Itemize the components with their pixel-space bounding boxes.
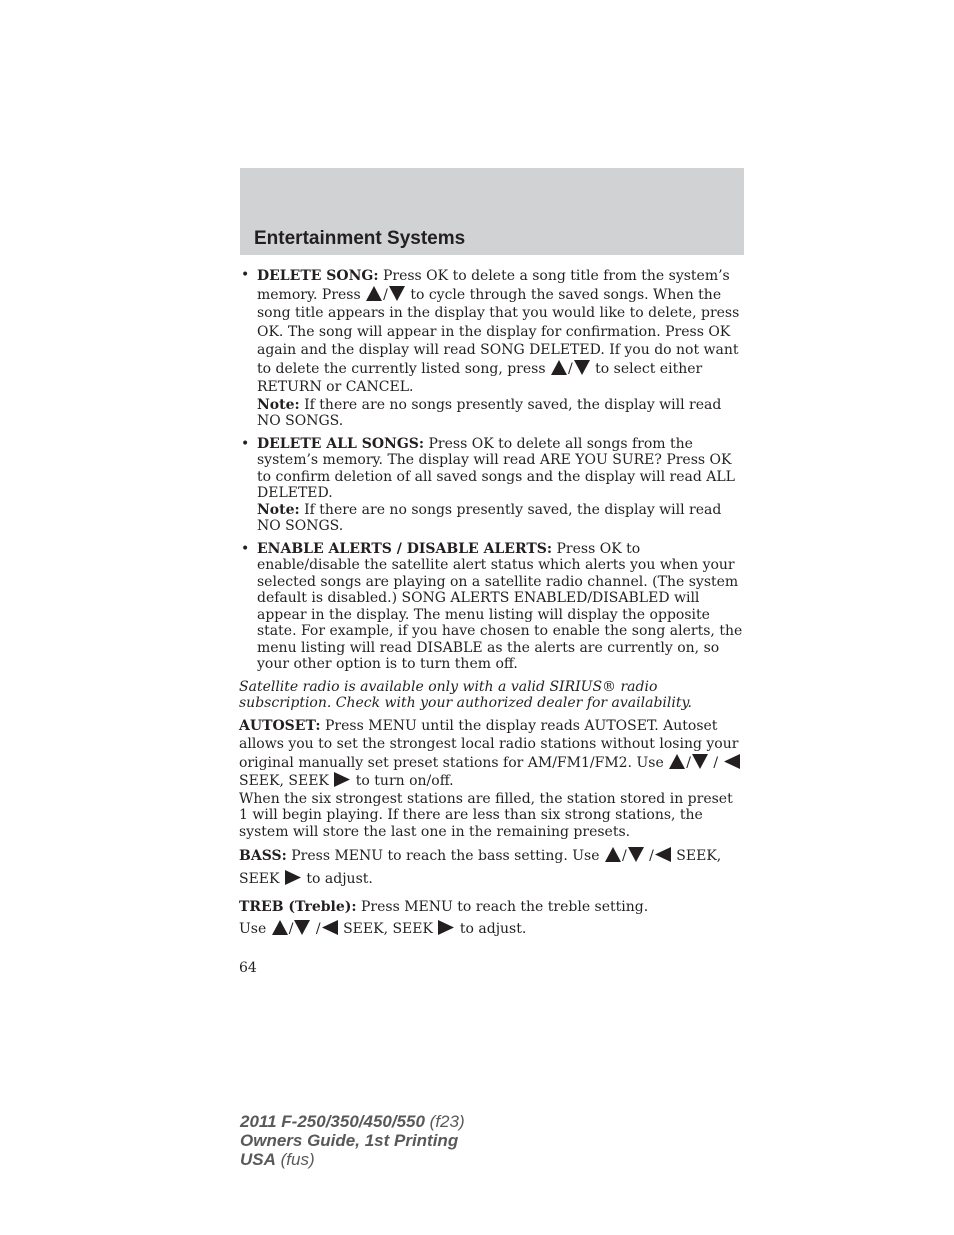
footer-model: 2011 F-250/350/450/550 — [240, 1112, 425, 1131]
arrow-left-icon — [322, 920, 338, 935]
bullet-text: Press OK to delete a song title from the system’s memory. Press — [257, 268, 730, 303]
footer-guide: Owners Guide, 1st Printing — [240, 1131, 459, 1150]
bass-paragraph: BASS: Press MENU to reach the bass setting. Use / / SEEK, SEEK to adjust. — [239, 848, 722, 887]
arrow-up-icon — [551, 360, 567, 375]
note-text: If there are no songs presently saved, the display will read NO SONGS. — [257, 501, 722, 534]
bullet-term: DELETE SONG: — [257, 268, 379, 284]
bullet-dot: • — [241, 435, 250, 452]
arrow-right-icon — [334, 772, 350, 787]
arrow-down-icon — [692, 754, 708, 769]
bullet-enable-alerts — [239, 541, 745, 673]
arrow-up-icon — [366, 286, 382, 301]
page-number: 64 — [239, 960, 257, 976]
bullet-delete-song: • DELETE SONG: Press OK to delete a song title from the system’s memory. Press / to cycle through the saved songs. When the song title appears in the display that you would like to delete, press OK. The song will appear in the display for confirmation. Press OK again and the display will read SONG DELETED. If you do not want to delete the currently listed song, press / to select either RETURN or CANCEL. Note: If there are no songs presently saved, the display will read NO SONGS. — [241, 267, 740, 429]
treble-term: TREB (Treble): — [239, 899, 357, 915]
bullet-text: to cycle through the saved songs. When the song title appears in the display that you would like to delete, press OK. The song will appear in the display for confirmation. Press OK again and the display will read SONG DELETED. If you do not want to delete the currently listed song, press — [257, 286, 740, 377]
footer-region-code: (fus) — [275, 1150, 315, 1169]
body-text — [239, 267, 745, 940]
bullet-delete-all-songs — [239, 436, 745, 535]
treble-paragraph: TREB (Treble): Press MENU to reach the treble setting. Use / / SEEK, SEEK to adjust. — [239, 899, 649, 937]
bullet-text: Press OK to enable/disable the satellite alert status which alerts you when your selected songs are playing on a satellite radio channel. (The system default is disabled.) SONG ALERTS ENABLED/DISABLED will appear in the display. The menu listing will display the opposite state. For example, if you have chosen to enable the song alerts, the menu listing will read DISABLE as the alerts are currently on, so your other option is to turn them off. — [257, 540, 743, 672]
note-label: Note: — [257, 396, 300, 413]
bullet-term: ENABLE ALERTS / DISABLE ALERTS: — [257, 540, 553, 557]
section-header — [240, 168, 744, 255]
autoset-paragraph: AUTOSET: Press MENU until the display reads AUTOSET. Autoset allows you to set the strongest local radio stations without losing your original manually set preset stations for AM/FM1/FM2. Use / / SEEK, SEEK to turn on/off. When the six strongest stations are filled, the station stored in preset 1 will begin playing. If there are less than six strong stations, the system will store the last one in the remaining presets. — [239, 717, 739, 840]
arrow-up-icon — [272, 920, 288, 935]
arrow-down-icon — [389, 286, 405, 301]
arrow-up-icon — [669, 754, 685, 769]
bass-term: BASS: — [239, 848, 287, 864]
autoset-term: AUTOSET: — [239, 717, 321, 734]
bullet-dot: • — [241, 540, 250, 557]
arrow-left-icon — [655, 847, 671, 862]
arrow-down-icon — [574, 360, 590, 375]
satellite-note: Satellite radio is available only with a valid SIRIUS® radio subscription. Check with your authorized dealer for availability. — [239, 678, 692, 711]
bullet-term: DELETE ALL SONGS: — [257, 435, 425, 452]
note-label: Note: — [257, 501, 300, 518]
arrow-right-icon — [438, 920, 454, 935]
bullet-dot: • — [241, 267, 250, 283]
arrow-down-icon — [294, 920, 310, 935]
note-text: If there are no songs presently saved, the display will read NO SONGS. — [257, 396, 722, 429]
footer-model-code: (f23) — [424, 1112, 465, 1131]
arrow-right-icon — [285, 870, 301, 885]
document-footer — [240, 1112, 465, 1169]
footer-region: USA — [240, 1150, 276, 1169]
bullet-text: Press OK to delete all songs from the system’s memory. The display will read ARE YOU SURE? Press OK to confirm deletion of all saved songs and the display will read ALL DELETED. — [257, 435, 735, 501]
arrow-down-icon — [628, 847, 644, 862]
bullet-text: to select either RETURN or CANCEL. — [257, 360, 703, 395]
section-title: Entertainment Systems — [254, 228, 466, 249]
arrow-up-icon — [605, 847, 621, 862]
arrow-left-icon — [724, 754, 740, 769]
